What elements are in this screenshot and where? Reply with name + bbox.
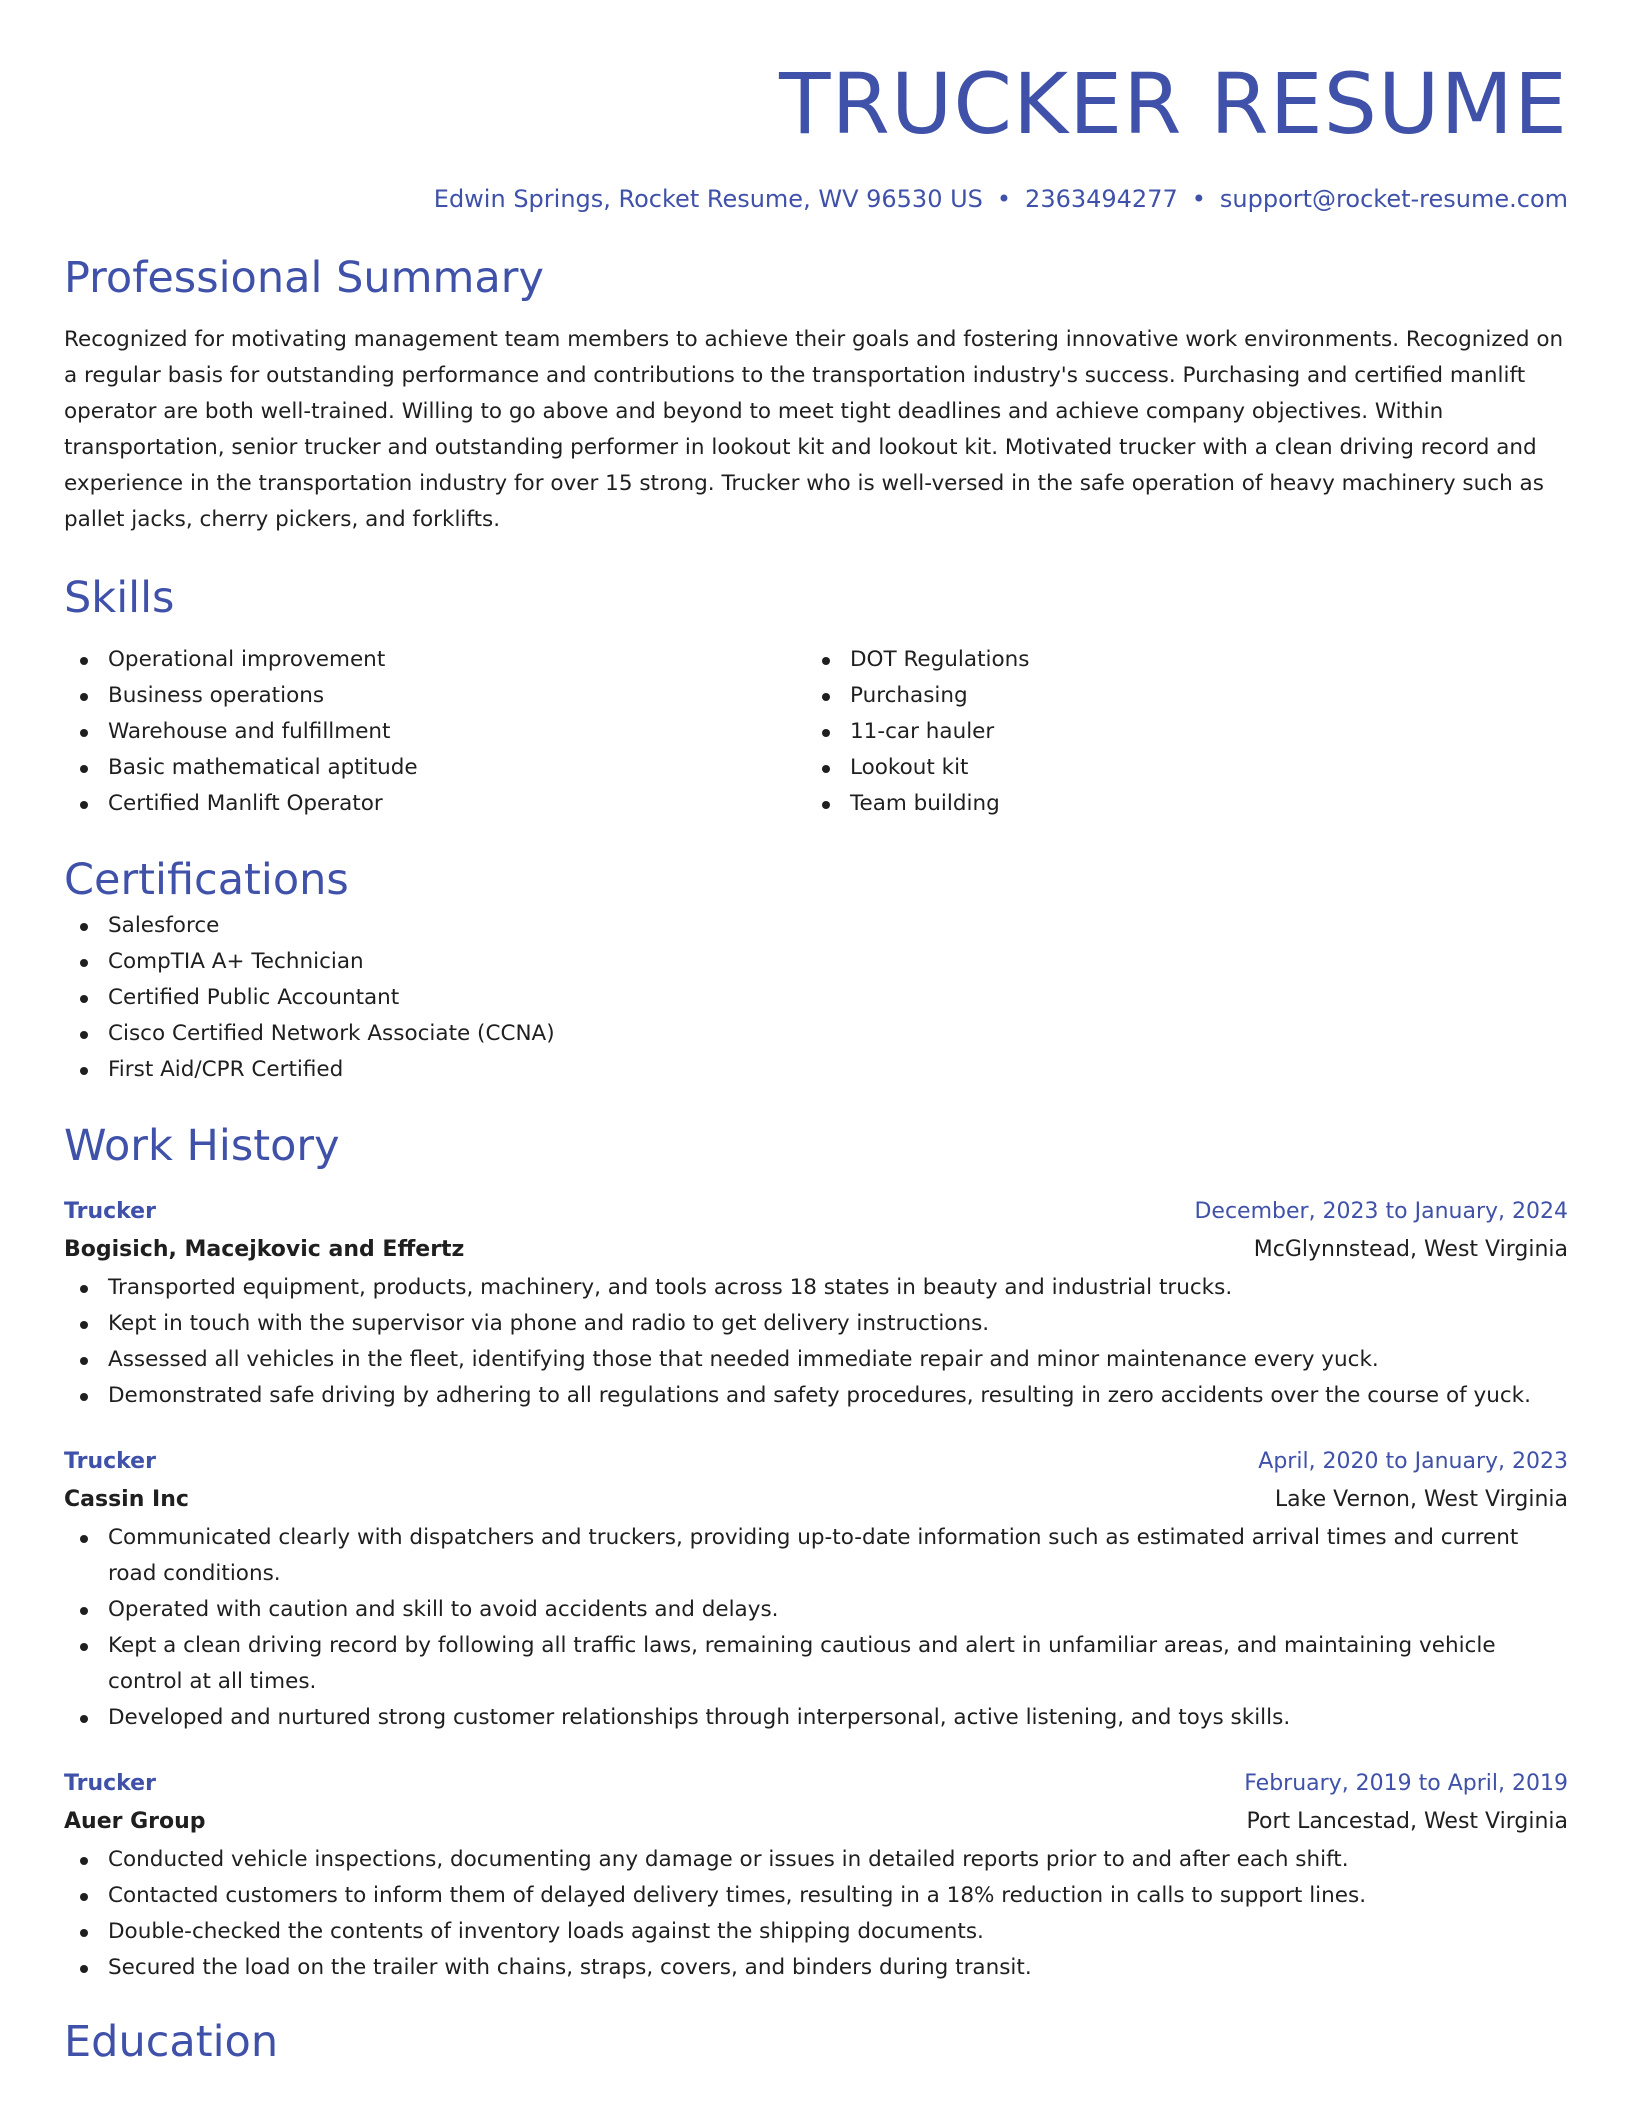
certifications-list bbox=[64, 908, 1568, 1088]
job-title: Trucker bbox=[64, 1449, 156, 1474]
job-dates: April, 2020 to January, 2023 bbox=[1258, 1449, 1568, 1474]
job-duty-item: Secured the load on the trailer with chains, straps, covers, and binders during transit. bbox=[64, 1950, 1568, 1986]
certification-item: Salesforce bbox=[64, 908, 1568, 944]
job-title: Trucker bbox=[64, 1199, 156, 1224]
skill-item: Basic mathematical aptitude bbox=[64, 750, 806, 786]
job-duties-list bbox=[64, 1842, 1568, 1986]
job-location: McGlynnstead, West Virginia bbox=[1253, 1237, 1568, 1262]
summary-heading: Professional Summary bbox=[64, 253, 544, 303]
certification-item: First Aid/CPR Certified bbox=[64, 1052, 1568, 1088]
job-company: Cassin Inc bbox=[64, 1487, 189, 1512]
work-history-heading: Work History bbox=[64, 1121, 340, 1171]
job-location: Lake Vernon, West Virginia bbox=[1274, 1487, 1568, 1512]
job-company-row bbox=[64, 1480, 1568, 1520]
skills-list-right bbox=[806, 642, 1548, 822]
skill-item: Business operations bbox=[64, 678, 806, 714]
education-heading: Education bbox=[64, 2017, 279, 2067]
resume-title: TRUCKER RESUME bbox=[779, 55, 1568, 153]
skill-item: Purchasing bbox=[806, 678, 1548, 714]
certification-item: Cisco Certified Network Associate (CCNA) bbox=[64, 1016, 1568, 1052]
job-duty-item: Assessed all vehicles in the fleet, identifying those that needed immediate repair and minor maintenance every yuck. bbox=[64, 1342, 1568, 1378]
job-duties-list bbox=[64, 1270, 1568, 1414]
skill-item: Certified Manlift Operator bbox=[64, 786, 806, 822]
contact-email[interactable]: support@rocket-resume.com bbox=[1219, 185, 1568, 213]
job-duty-item: Developed and nurtured strong customer relationships through interpersonal, active listening, and toys skills. bbox=[64, 1700, 1568, 1736]
job-duty-item: Kept a clean driving record by following all traffic laws, remaining cautious and alert in unfamiliar areas, and maintaining vehicle control at all times. bbox=[64, 1628, 1568, 1700]
contact-separator: • bbox=[996, 185, 1012, 213]
skill-item: DOT Regulations bbox=[806, 642, 1548, 678]
contact-phone: 2363494277 bbox=[1025, 185, 1178, 213]
skills-list-left bbox=[64, 642, 806, 822]
job-duty-item: Transported equipment, products, machinery, and tools across 18 states in beauty and industrial trucks. bbox=[64, 1270, 1568, 1306]
job-duty-item: Demonstrated safe driving by adhering to all regulations and safety procedures, resulting in zero accidents over the course of yuck. bbox=[64, 1378, 1568, 1414]
job-title-row bbox=[64, 1766, 1568, 1802]
skills-heading: Skills bbox=[64, 573, 175, 623]
job-location: Port Lancestad, West Virginia bbox=[1246, 1809, 1568, 1834]
contact-separator: • bbox=[1191, 185, 1206, 213]
job-duty-item: Double-checked the contents of inventory loads against the shipping documents. bbox=[64, 1914, 1568, 1950]
job-duty-item: Conducted vehicle inspections, documenting any damage or issues in detailed reports prior to and after each shift. bbox=[64, 1842, 1568, 1878]
certification-item: CompTIA A+ Technician bbox=[64, 944, 1568, 980]
skill-item: 11-car hauler bbox=[806, 714, 1548, 750]
job-duty-item: Contacted customers to inform them of delayed delivery times, resulting in a 18% reduction in calls to support lines. bbox=[64, 1878, 1568, 1914]
job-duty-item: Operated with caution and skill to avoid accidents and delays. bbox=[64, 1592, 1568, 1628]
skill-item: Warehouse and fulfillment bbox=[64, 714, 806, 750]
job-title: Trucker bbox=[64, 1771, 156, 1796]
skills-grid bbox=[64, 642, 1568, 822]
job-title-row bbox=[64, 1194, 1568, 1230]
certification-item: Certified Public Accountant bbox=[64, 980, 1568, 1016]
job-company: Auer Group bbox=[64, 1809, 206, 1834]
job-title-row bbox=[64, 1444, 1568, 1480]
job-entry bbox=[64, 1766, 1568, 1986]
job-duties-list bbox=[64, 1520, 1568, 1736]
job-entry bbox=[64, 1444, 1568, 1736]
job-duty-item: Communicated clearly with dispatchers and truckers, providing up-to-date information such as estimated arrival times and current road conditions. bbox=[64, 1520, 1568, 1592]
summary-text: Recognized for motivating management team members to achieve their goals and fostering innovative work environments. Recognized on a regular basis for outstanding performance and contributions to the transportation industry's success. Purchasing and certified manlift operator are both well-trained. Willing to go above and beyond to meet tight deadlines and achieve company objectives. Within transportation, senior trucker and outstanding performer in lookout kit and lookout kit. Motivated trucker with a clean driving record and experience in the transportation industry for over 15 strong. Trucker who is well-versed in the safe operation of heavy machinery such as pallet jacks, cherry pickers, and forklifts. bbox=[64, 327, 1564, 532]
job-company: Bogisich, Macejkovic and Effertz bbox=[64, 1237, 465, 1262]
job-dates: December, 2023 to January, 2024 bbox=[1194, 1199, 1568, 1224]
job-entry bbox=[64, 1194, 1568, 1414]
resume-page bbox=[64, 0, 1568, 2070]
skill-item: Lookout kit bbox=[806, 750, 1548, 786]
job-company-row bbox=[64, 1230, 1568, 1270]
job-duty-item: Kept in touch with the supervisor via phone and radio to get delivery instructions. bbox=[64, 1306, 1568, 1342]
job-dates: February, 2019 to April, 2019 bbox=[1244, 1771, 1568, 1796]
skill-item: Team building bbox=[806, 786, 1548, 822]
certifications-heading: Certifications bbox=[64, 855, 349, 905]
skill-item: Operational improvement bbox=[64, 642, 806, 678]
contact-line bbox=[64, 182, 1568, 216]
job-company-row bbox=[64, 1802, 1568, 1842]
contact-address: Edwin Springs, Rocket Resume, WV 96530 US bbox=[433, 185, 983, 213]
